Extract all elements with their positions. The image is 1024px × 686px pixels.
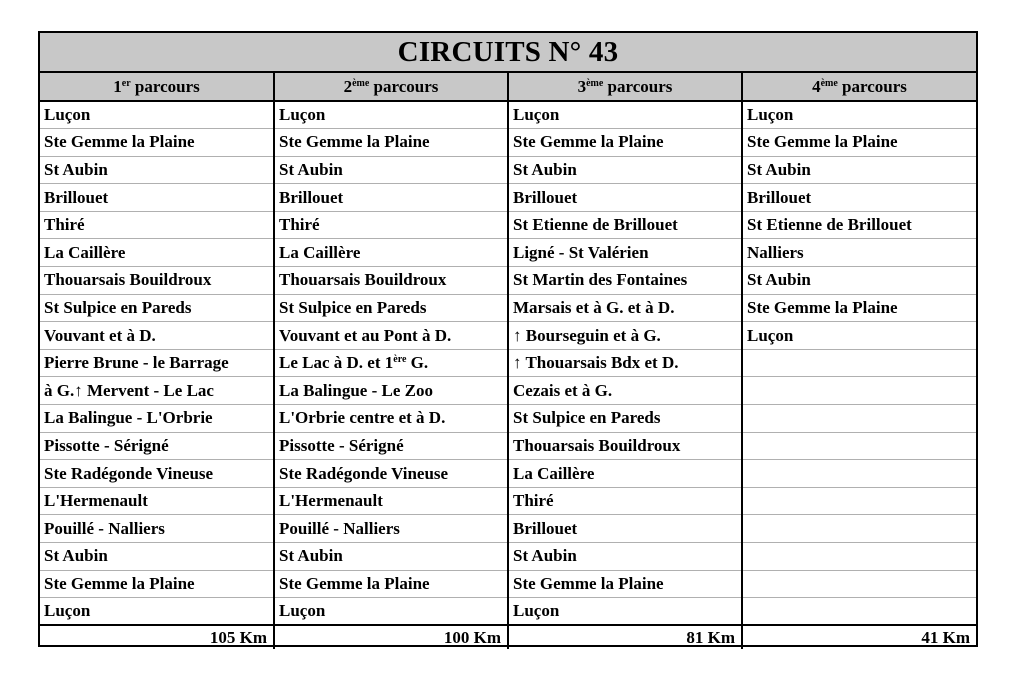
route-stop-cell: L'Orbrie centre et à D.: [274, 405, 508, 433]
route-stop-cell: [742, 460, 976, 488]
table-row: [40, 156, 976, 184]
route-stop-cell: Thiré: [508, 487, 742, 515]
route-stop-cell: à G.↑ Mervent - Le Lac: [40, 377, 274, 405]
route-stop-cell: Thiré: [40, 211, 274, 239]
route-stop-cell: [742, 405, 976, 433]
route-stop-cell: St Aubin: [508, 543, 742, 571]
route-stop-cell: L'Hermenault: [274, 487, 508, 515]
column-header-2: 2ème parcours: [274, 73, 508, 101]
route-stop-cell: Le Lac à D. et 1ère G.: [274, 349, 508, 377]
route-stop-cell: Pouillé - Nalliers: [40, 515, 274, 543]
table-row: [40, 184, 976, 212]
table-row: [40, 543, 976, 571]
route-stop-cell: Brillouet: [508, 515, 742, 543]
route-stop-cell: Luçon: [40, 598, 274, 626]
route-stop-cell: Ste Gemme la Plaine: [508, 570, 742, 598]
route-stop-cell: St Etienne de Brillouet: [508, 211, 742, 239]
table-row: [40, 570, 976, 598]
route-stop-cell: Pouillé - Nalliers: [274, 515, 508, 543]
total-distance: 105 Km: [40, 625, 274, 649]
route-stop-cell: Ste Gemme la Plaine: [274, 570, 508, 598]
route-stop-cell: [742, 598, 976, 626]
total-distance: 81 Km: [508, 625, 742, 649]
route-stop-cell: Pissotte - Sérigné: [274, 432, 508, 460]
route-stop-cell: Marsais et à G. et à D.: [508, 294, 742, 322]
route-stop-cell: St Etienne de Brillouet: [742, 211, 976, 239]
route-stop-cell: Ste Radégonde Vineuse: [274, 460, 508, 488]
route-stop-cell: [742, 487, 976, 515]
table-row: [40, 432, 976, 460]
route-stop-cell: Luçon: [274, 598, 508, 626]
column-header-3: 3ème parcours: [508, 73, 742, 101]
route-stop-cell: St Sulpice en Pareds: [274, 294, 508, 322]
route-stop-cell: Ste Gemme la Plaine: [508, 129, 742, 157]
routes-table: [40, 73, 976, 649]
route-stop-cell: Vouvant et au Pont à D.: [274, 322, 508, 350]
total-distance: 41 Km: [742, 625, 976, 649]
route-stop-cell: Ste Gemme la Plaine: [742, 129, 976, 157]
route-stop-cell: La Balingue - Le Zoo: [274, 377, 508, 405]
route-stop-cell: ↑ Bourseguin et à G.: [508, 322, 742, 350]
route-stop-cell: Brillouet: [40, 184, 274, 212]
route-stop-cell: Thouarsais Bouildroux: [274, 267, 508, 295]
route-stop-cell: Pierre Brune - le Barrage: [40, 349, 274, 377]
circuits-sheet: [38, 31, 978, 647]
route-stop-cell: St Aubin: [742, 267, 976, 295]
route-stop-cell: Cezais et à G.: [508, 377, 742, 405]
total-distance: 100 Km: [274, 625, 508, 649]
route-stop-cell: St Martin des Fontaines: [508, 267, 742, 295]
route-stop-cell: L'Hermenault: [40, 487, 274, 515]
route-stop-cell: Luçon: [40, 101, 274, 129]
route-stop-cell: [742, 543, 976, 571]
table-row: [40, 487, 976, 515]
route-stop-cell: Ligné - St Valérien: [508, 239, 742, 267]
page-title: CIRCUITS N° 43: [40, 33, 976, 73]
route-stop-cell: St Sulpice en Pareds: [40, 294, 274, 322]
route-stop-cell: St Aubin: [40, 543, 274, 571]
route-stop-cell: ↑ Thouarsais Bdx et D.: [508, 349, 742, 377]
route-stop-cell: Luçon: [742, 101, 976, 129]
route-stop-cell: Ste Gemme la Plaine: [40, 570, 274, 598]
table-row: [40, 405, 976, 433]
table-row: [40, 239, 976, 267]
route-stop-cell: Luçon: [508, 598, 742, 626]
route-stop-cell: Ste Radégonde Vineuse: [40, 460, 274, 488]
route-stop-cell: St Aubin: [274, 543, 508, 571]
route-stop-cell: St Sulpice en Pareds: [508, 405, 742, 433]
table-row: [40, 267, 976, 295]
table-row: [40, 377, 976, 405]
route-stop-cell: [742, 349, 976, 377]
route-stop-cell: Thouarsais Bouildroux: [40, 267, 274, 295]
route-stop-cell: Nalliers: [742, 239, 976, 267]
route-stop-cell: Brillouet: [742, 184, 976, 212]
route-stop-cell: Pissotte - Sérigné: [40, 432, 274, 460]
column-header-1: 1er parcours: [40, 73, 274, 101]
route-stop-cell: Luçon: [742, 322, 976, 350]
route-stop-cell: St Aubin: [508, 156, 742, 184]
route-stop-cell: La Caillère: [274, 239, 508, 267]
header-row: [40, 73, 976, 101]
route-stop-cell: Ste Gemme la Plaine: [742, 294, 976, 322]
route-stop-cell: [742, 432, 976, 460]
route-stop-cell: [742, 515, 976, 543]
route-stop-cell: Ste Gemme la Plaine: [274, 129, 508, 157]
table-row: [40, 101, 976, 129]
route-stop-cell: La Caillère: [40, 239, 274, 267]
route-stop-cell: Brillouet: [274, 184, 508, 212]
route-stop-cell: La Balingue - L'Orbrie: [40, 405, 274, 433]
column-header-4: 4ème parcours: [742, 73, 976, 101]
route-stop-cell: Thiré: [274, 211, 508, 239]
route-stop-cell: Thouarsais Bouildroux: [508, 432, 742, 460]
route-stop-cell: St Aubin: [274, 156, 508, 184]
route-stop-cell: [742, 570, 976, 598]
route-stop-cell: Luçon: [274, 101, 508, 129]
route-stop-cell: La Caillère: [508, 460, 742, 488]
table-row: [40, 322, 976, 350]
route-stop-cell: Ste Gemme la Plaine: [40, 129, 274, 157]
routes-body: [40, 101, 976, 625]
table-row: [40, 598, 976, 626]
table-row: [40, 460, 976, 488]
route-stop-cell: St Aubin: [742, 156, 976, 184]
route-stop-cell: Luçon: [508, 101, 742, 129]
route-stop-cell: [742, 377, 976, 405]
table-row: [40, 211, 976, 239]
table-row: [40, 515, 976, 543]
route-stop-cell: Vouvant et à D.: [40, 322, 274, 350]
table-row: [40, 129, 976, 157]
totals-row: [40, 625, 976, 649]
route-stop-cell: Brillouet: [508, 184, 742, 212]
route-stop-cell: St Aubin: [40, 156, 274, 184]
table-row: [40, 294, 976, 322]
table-row: [40, 349, 976, 377]
